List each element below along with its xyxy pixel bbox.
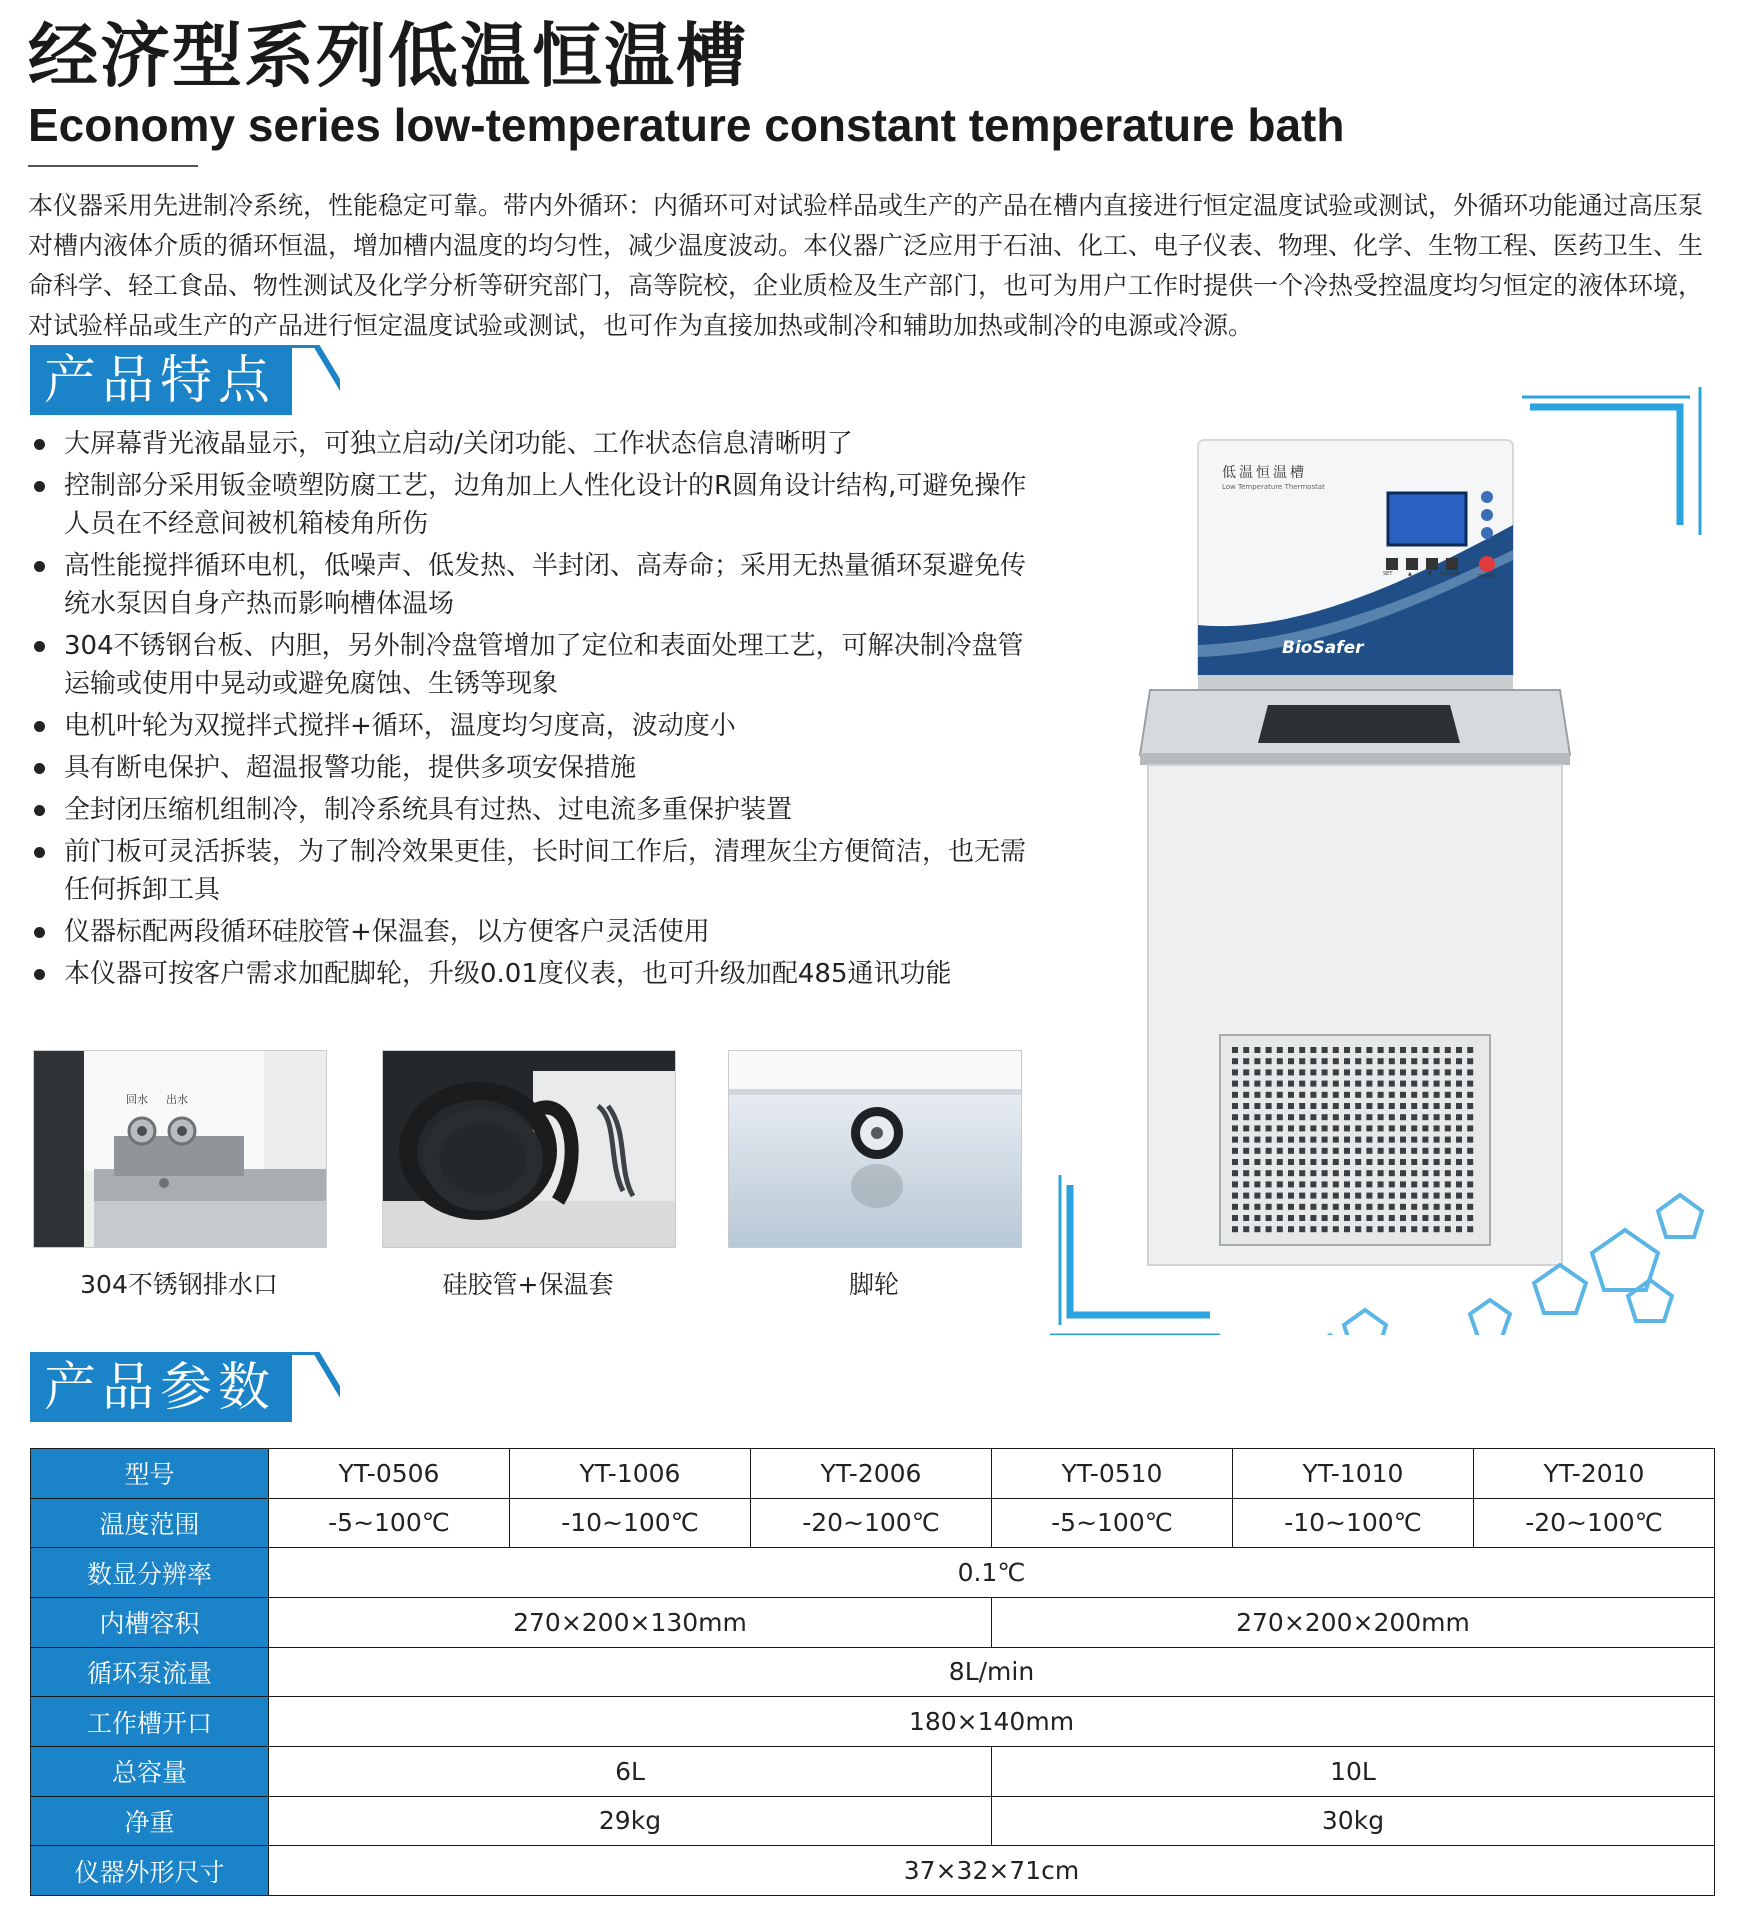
table-cell: -10~100℃ <box>1233 1498 1474 1548</box>
table-row <box>31 1498 1715 1548</box>
table-row <box>31 1449 1715 1499</box>
table-row <box>31 1796 1715 1846</box>
row-header: 型号 <box>31 1449 269 1499</box>
list-item: 304不锈钢台板、内胆，另外制冷盘管增加了定位和表面处理工艺，可解决制冷盘管运输或使用中晃动或避免腐蚀、生锈等现象 <box>30 627 1040 703</box>
table-cell: 270×200×200mm <box>992 1597 1715 1647</box>
row-header: 内槽容积 <box>31 1597 269 1647</box>
list-item: 全封闭压缩机组制冷，制冷系统具有过热、过电流多重保护装置 <box>30 791 1040 829</box>
features-heading <box>30 345 340 415</box>
product-button-label: ▼ <box>1428 571 1432 577</box>
page-subtitle: Economy series low-temperature constant temperature bath <box>28 99 1345 151</box>
features-heading-text: 产品特点 <box>44 351 277 411</box>
table-cell: -20~100℃ <box>1474 1498 1715 1548</box>
row-header: 净重 <box>31 1796 269 1846</box>
table-row <box>31 1647 1715 1697</box>
product-image <box>1040 375 1740 1335</box>
row-header: 循环泵流量 <box>31 1647 269 1697</box>
list-item: 仪器标配两段循环硅胶管+保温套，以方便客户灵活使用 <box>30 913 1040 951</box>
drain-in-label: 回水 <box>126 1093 148 1106</box>
row-header: 数显分辨率 <box>31 1548 269 1598</box>
heading-arrow-icon <box>30 345 340 415</box>
table-row <box>31 1597 1715 1647</box>
caster-photo <box>728 1050 1022 1248</box>
list-item: 本仪器可按客户需求加配脚轮，升级0.01度仪表，也可升级加配485通讯功能 <box>30 955 1040 993</box>
list-item: 具有断电保护、超温报警功能，提供多项安保措施 <box>30 749 1040 787</box>
table-cell: -20~100℃ <box>751 1498 992 1548</box>
features-list <box>30 425 1040 997</box>
table-cell: 37×32×71cm <box>269 1846 1715 1896</box>
table-cell: -5~100℃ <box>992 1498 1233 1548</box>
list-item: 高性能搅拌循环电机，低噪声、低发热、半封闭、高寿命；采用无热量循环泵避免传统水泵因自身产热而影响槽体温场 <box>30 547 1040 623</box>
intro-paragraph: 本仪器采用先进制冷系统，性能稳定可靠。带内外循环：内循环可对试验样品或生产的产品在槽内直接进行恒定温度试验或测试，外循环功能通过高压泵对槽内液体介质的循环恒温，增加槽内温度的均匀性，减少温度波动。本仪器广泛应用于石油、化工、电子仪表、物理、化学、生物工程、医药卫生、生命科学、轻工食品、物性测试及化学分析等研究部门，高等院校，企业质检及生产部门，也可为用户工作时提供一个冷热受控温度均匀恒定的液体环境，对试验样品或生产的产品进行恒定温度试验或测试，也可作为直接加热或制冷和辅助加热或制冷的电源或冷源。 <box>28 191 1704 340</box>
heading-arrow-icon <box>30 1352 340 1422</box>
table-cell: YT-2010 <box>1474 1449 1715 1499</box>
table-row <box>31 1548 1715 1598</box>
product-panel-subtitle: Low Temperature Thermostat <box>1222 483 1325 491</box>
table-cell: YT-1010 <box>1233 1449 1474 1499</box>
table-cell: 8L/min <box>269 1647 1715 1697</box>
table-row <box>31 1846 1715 1896</box>
list-item: 控制部分采用钣金喷塑防腐工艺，边角加上人性化设计的R圆角设计结构,可避免操作人员在不经意间被机箱棱角所伤 <box>30 467 1040 543</box>
table-cell: 0.1℃ <box>269 1548 1715 1598</box>
drain-out-label: 出水 <box>166 1093 188 1106</box>
params-heading-text: 产品参数 <box>44 1358 277 1418</box>
title-divider <box>28 165 198 167</box>
list-item: 电机叶轮为双搅拌式搅拌+循环，温度均匀度高，波动度小 <box>30 707 1040 745</box>
list-item: 大屏幕背光液晶显示，可独立启动/关闭功能、工作状态信息清晰明了 <box>30 425 1040 463</box>
row-header: 工作槽开口 <box>31 1697 269 1747</box>
params-heading <box>30 1352 340 1422</box>
table-cell: 30kg <box>992 1796 1715 1846</box>
params-table <box>30 1448 1715 1896</box>
product-button-label: POWER <box>1478 574 1497 580</box>
table-cell: -10~100℃ <box>510 1498 751 1548</box>
table-row <box>31 1746 1715 1796</box>
table-cell: 10L <box>992 1746 1715 1796</box>
table-cell: YT-2006 <box>751 1449 992 1499</box>
product-brand: BioSafer <box>1282 638 1364 658</box>
row-header: 总容量 <box>31 1746 269 1796</box>
caster-caption: 脚轮 <box>848 1270 899 1299</box>
product-button-label: ▲ <box>1408 571 1412 577</box>
row-header: 仪器外形尺寸 <box>31 1846 269 1896</box>
product-button-label: SET <box>1383 571 1393 577</box>
drain-caption: 304不锈钢排水口 <box>80 1270 278 1299</box>
table-cell: 29kg <box>269 1796 992 1846</box>
hose-photo <box>382 1050 676 1248</box>
product-panel-title: 低温恒温槽 <box>1222 465 1307 481</box>
table-cell: 6L <box>269 1746 992 1796</box>
table-cell: YT-1006 <box>510 1449 751 1499</box>
table-cell: YT-0506 <box>269 1449 510 1499</box>
table-cell: 270×200×130mm <box>269 1597 992 1647</box>
row-header: 温度范围 <box>31 1498 269 1548</box>
product-button-label: DISPLAY <box>1440 571 1461 577</box>
list-item: 前门板可灵活拆装，为了制冷效果更佳，长时间工作后，清理灰尘方便简洁，也无需任何拆卸工具 <box>30 833 1040 909</box>
table-cell: -5~100℃ <box>269 1498 510 1548</box>
page-title: 经济型系列低温恒温槽 <box>28 15 748 97</box>
drain-photo <box>33 1050 327 1248</box>
table-cell: 180×140mm <box>269 1697 1715 1747</box>
hose-caption: 硅胶管+保温套 <box>442 1270 614 1299</box>
table-row <box>31 1697 1715 1747</box>
table-cell: YT-0510 <box>992 1449 1233 1499</box>
